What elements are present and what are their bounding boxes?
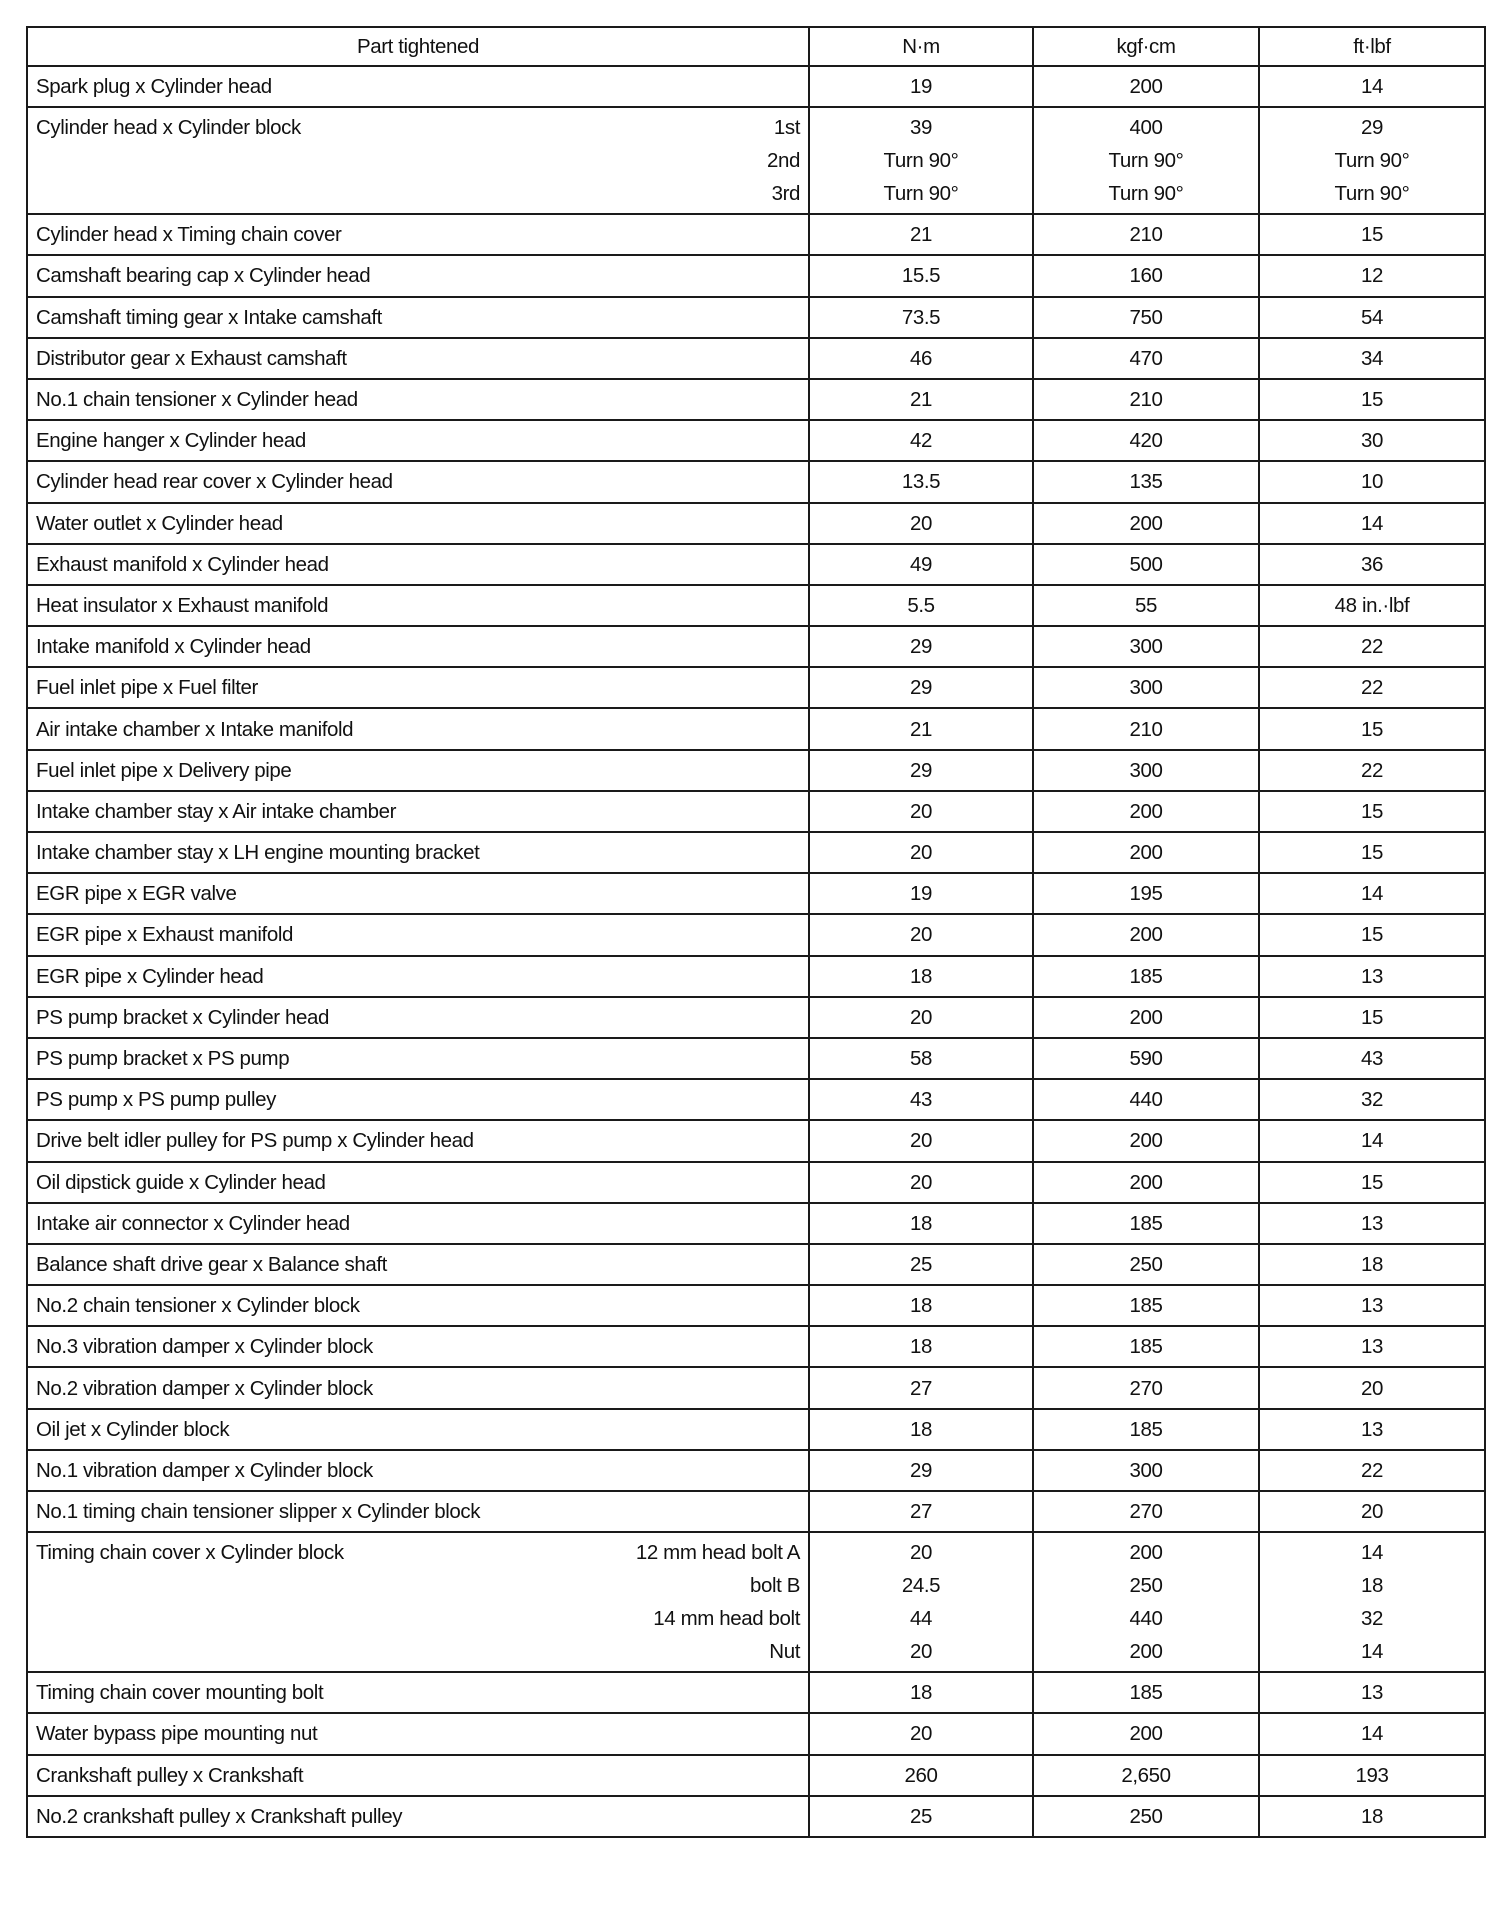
part-cell: Oil dipstick guide x Cylinder head xyxy=(27,1162,809,1203)
table-row xyxy=(27,1491,1485,1532)
table-row xyxy=(27,1367,1485,1408)
nm-value-cell: 18 xyxy=(809,1672,1033,1713)
nm-value-cell: 21 xyxy=(809,214,1033,255)
table-row xyxy=(27,1326,1485,1367)
kgf-value-cell: 200 xyxy=(1033,1162,1259,1203)
part-cell: Timing chain cover mounting bolt xyxy=(27,1672,809,1713)
nm-values-cell xyxy=(809,107,1033,214)
table-row xyxy=(27,544,1485,585)
torque-value: 200 xyxy=(1129,1541,1163,1565)
ft-value-cell: 18 xyxy=(1259,1796,1485,1837)
ft-value-cell: 13 xyxy=(1259,1672,1485,1713)
part-cell: No.3 vibration damper x Cylinder block xyxy=(27,1326,809,1367)
table-row xyxy=(27,956,1485,997)
table-header xyxy=(27,27,1485,66)
kgf-value-cell: 270 xyxy=(1033,1367,1259,1408)
kgf-value-cell: 300 xyxy=(1033,667,1259,708)
kgf-value-cell: 470 xyxy=(1033,338,1259,379)
kgf-value-cell: 200 xyxy=(1033,832,1259,873)
ft-value-cell: 30 xyxy=(1259,420,1485,461)
nm-value-cell: 5.5 xyxy=(809,585,1033,626)
kgf-value-cell: 300 xyxy=(1033,750,1259,791)
torque-value: 44 xyxy=(909,1607,932,1631)
table-row xyxy=(27,379,1485,420)
table-row xyxy=(27,1532,1485,1672)
nm-value-cell: 25 xyxy=(809,1244,1033,1285)
table-row xyxy=(27,873,1485,914)
nm-value-cell: 25 xyxy=(809,1796,1033,1837)
torque-value: 200 xyxy=(1129,1640,1163,1664)
torque-value: 20 xyxy=(909,1541,932,1565)
nm-value-cell: 42 xyxy=(809,420,1033,461)
step-label: 14 mm head bolt xyxy=(653,1607,800,1631)
nm-value-cell: 27 xyxy=(809,1367,1033,1408)
kgf-value-cell: 55 xyxy=(1033,585,1259,626)
torque-value: 14 xyxy=(1360,1541,1383,1565)
table-body xyxy=(27,66,1485,1837)
header-ft-lbf: ft·lbf xyxy=(1259,27,1485,66)
ft-value-cell: 15 xyxy=(1259,997,1485,1038)
torque-value: Turn 90° xyxy=(1108,182,1184,206)
torque-value: 14 xyxy=(1360,1640,1383,1664)
ft-value-cell: 15 xyxy=(1259,1162,1485,1203)
kgf-value-cell: 200 xyxy=(1033,914,1259,955)
table-row xyxy=(27,997,1485,1038)
kgf-value-cell: 185 xyxy=(1033,1203,1259,1244)
nm-value-cell: 20 xyxy=(809,914,1033,955)
part-cell: No.2 crankshaft pulley x Crankshaft pulley xyxy=(27,1796,809,1837)
table-row xyxy=(27,1120,1485,1161)
kgf-value-cell: 300 xyxy=(1033,626,1259,667)
ft-value-cell: 14 xyxy=(1259,1120,1485,1161)
header-part-tightened: Part tightened xyxy=(27,27,809,66)
nm-value-cell: 27 xyxy=(809,1491,1033,1532)
part-name: Cylinder head x Cylinder block xyxy=(36,116,301,140)
part-cell: Fuel inlet pipe x Delivery pipe xyxy=(27,750,809,791)
part-cell: Drive belt idler pulley for PS pump x Cylinder head xyxy=(27,1120,809,1161)
table-row xyxy=(27,832,1485,873)
nm-value-cell: 49 xyxy=(809,544,1033,585)
nm-value-cell: 15.5 xyxy=(809,255,1033,296)
nm-value-cell: 21 xyxy=(809,708,1033,749)
step-label: Nut xyxy=(769,1640,800,1664)
nm-value-cell: 260 xyxy=(809,1755,1033,1796)
nm-value-cell: 29 xyxy=(809,667,1033,708)
torque-value: 24.5 xyxy=(901,1574,941,1598)
kgf-value-cell: 135 xyxy=(1033,461,1259,502)
ft-value-cell: 15 xyxy=(1259,708,1485,749)
part-cell: Cylinder head x Timing chain cover xyxy=(27,214,809,255)
torque-value: 250 xyxy=(1129,1574,1163,1598)
kgf-value-cell: 160 xyxy=(1033,255,1259,296)
ft-value-cell: 14 xyxy=(1259,1713,1485,1754)
table-row xyxy=(27,1285,1485,1326)
table-row xyxy=(27,338,1485,379)
part-cell: EGR pipe x Cylinder head xyxy=(27,956,809,997)
kgf-value-cell: 590 xyxy=(1033,1038,1259,1079)
part-cell: PS pump bracket x PS pump xyxy=(27,1038,809,1079)
kgf-value-cell: 210 xyxy=(1033,214,1259,255)
table-row xyxy=(27,461,1485,502)
table-row xyxy=(27,1713,1485,1754)
kgf-value-cell: 185 xyxy=(1033,1326,1259,1367)
part-cell: No.2 chain tensioner x Cylinder block xyxy=(27,1285,809,1326)
torque-spec-table xyxy=(26,26,1486,1838)
kgf-value-cell: 200 xyxy=(1033,1713,1259,1754)
ft-value-cell: 22 xyxy=(1259,667,1485,708)
torque-value: Turn 90° xyxy=(1108,149,1184,173)
ft-value-cell: 43 xyxy=(1259,1038,1485,1079)
step-labels xyxy=(767,111,800,210)
nm-value-cell: 20 xyxy=(809,1120,1033,1161)
part-cell: Fuel inlet pipe x Fuel filter xyxy=(27,667,809,708)
ft-value-cell: 10 xyxy=(1259,461,1485,502)
nm-value-cell: 18 xyxy=(809,1326,1033,1367)
nm-value-cell: 29 xyxy=(809,1450,1033,1491)
part-name: Timing chain cover x Cylinder block xyxy=(36,1541,344,1565)
part-cell: Engine hanger x Cylinder head xyxy=(27,420,809,461)
table-row xyxy=(27,1450,1485,1491)
table-row xyxy=(27,585,1485,626)
kgf-value-cell: 185 xyxy=(1033,956,1259,997)
kgf-value-cell: 300 xyxy=(1033,1450,1259,1491)
table-row xyxy=(27,791,1485,832)
nm-value-cell: 20 xyxy=(809,997,1033,1038)
torque-value: Turn 90° xyxy=(883,182,959,206)
part-cell: No.1 chain tensioner x Cylinder head xyxy=(27,379,809,420)
kgf-value-cell: 185 xyxy=(1033,1285,1259,1326)
part-cell: Intake chamber stay x LH engine mounting bracket xyxy=(27,832,809,873)
part-cell: Water outlet x Cylinder head xyxy=(27,503,809,544)
kgf-value-cell: 250 xyxy=(1033,1796,1259,1837)
nm-value-cell: 20 xyxy=(809,503,1033,544)
kgf-value-cell: 2,650 xyxy=(1033,1755,1259,1796)
torque-value: 18 xyxy=(1360,1574,1383,1598)
ft-value-cell: 18 xyxy=(1259,1244,1485,1285)
table-row xyxy=(27,1244,1485,1285)
kgf-value-cell: 195 xyxy=(1033,873,1259,914)
kgf-value-cell: 185 xyxy=(1033,1409,1259,1450)
part-cell: Air intake chamber x Intake manifold xyxy=(27,708,809,749)
step-label: 3rd xyxy=(771,182,800,206)
part-cell: Cylinder head rear cover x Cylinder head xyxy=(27,461,809,502)
kgf-value-cell: 440 xyxy=(1033,1079,1259,1120)
nm-value-cell: 20 xyxy=(809,1713,1033,1754)
nm-value-cell: 43 xyxy=(809,1079,1033,1120)
ft-value-cell: 13 xyxy=(1259,1285,1485,1326)
kgf-value-cell: 270 xyxy=(1033,1491,1259,1532)
ft-value-cell: 20 xyxy=(1259,1491,1485,1532)
step-labels xyxy=(636,1536,800,1668)
ft-value-cell: 14 xyxy=(1259,873,1485,914)
table-row xyxy=(27,1672,1485,1713)
header-kgf-cm: kgf·cm xyxy=(1033,27,1259,66)
nm-value-cell: 29 xyxy=(809,750,1033,791)
part-cell: EGR pipe x EGR valve xyxy=(27,873,809,914)
step-label: bolt B xyxy=(749,1574,800,1598)
ft-value-cell: 34 xyxy=(1259,338,1485,379)
table-row xyxy=(27,1203,1485,1244)
ft-values-cell xyxy=(1259,107,1485,214)
part-cell: No.1 vibration damper x Cylinder block xyxy=(27,1450,809,1491)
part-cell: No.1 timing chain tensioner slipper x Cylinder block xyxy=(27,1491,809,1532)
table-row xyxy=(27,750,1485,791)
kgf-value-cell: 185 xyxy=(1033,1672,1259,1713)
nm-value-cell: 20 xyxy=(809,791,1033,832)
ft-value-cell: 13 xyxy=(1259,1203,1485,1244)
step-label: 1st xyxy=(773,116,800,140)
ft-value-cell: 22 xyxy=(1259,626,1485,667)
table-row xyxy=(27,1796,1485,1837)
ft-value-cell: 36 xyxy=(1259,544,1485,585)
header-row xyxy=(27,27,1485,66)
ft-value-cell: 13 xyxy=(1259,1409,1485,1450)
table-row xyxy=(27,1038,1485,1079)
table-row xyxy=(27,420,1485,461)
nm-value-cell: 58 xyxy=(809,1038,1033,1079)
table-row xyxy=(27,255,1485,296)
table-row xyxy=(27,1409,1485,1450)
part-cell: Spark plug x Cylinder head xyxy=(27,66,809,107)
header-nm: N·m xyxy=(809,27,1033,66)
table-row xyxy=(27,1755,1485,1796)
ft-value-cell: 12 xyxy=(1259,255,1485,296)
step-label: 12 mm head bolt A xyxy=(635,1541,800,1565)
nm-values-cell xyxy=(809,1532,1033,1672)
ft-value-cell: 193 xyxy=(1259,1755,1485,1796)
kgf-value-cell: 200 xyxy=(1033,791,1259,832)
ft-value-cell: 15 xyxy=(1259,379,1485,420)
nm-value-cell: 20 xyxy=(809,1162,1033,1203)
ft-value-cell: 22 xyxy=(1259,750,1485,791)
kgf-value-cell: 200 xyxy=(1033,997,1259,1038)
part-cell: Balance shaft drive gear x Balance shaft xyxy=(27,1244,809,1285)
table-row xyxy=(27,503,1485,544)
nm-value-cell: 21 xyxy=(809,379,1033,420)
torque-value: 440 xyxy=(1129,1607,1163,1631)
part-cell: Camshaft bearing cap x Cylinder head xyxy=(27,255,809,296)
part-cell: Intake manifold x Cylinder head xyxy=(27,626,809,667)
table-row xyxy=(27,214,1485,255)
nm-value-cell: 20 xyxy=(809,832,1033,873)
part-cell: Camshaft timing gear x Intake camshaft xyxy=(27,297,809,338)
nm-value-cell: 18 xyxy=(809,1203,1033,1244)
kgf-value-cell: 750 xyxy=(1033,297,1259,338)
ft-value-cell: 13 xyxy=(1259,1326,1485,1367)
ft-value-cell: 32 xyxy=(1259,1079,1485,1120)
kgf-value-cell: 250 xyxy=(1033,1244,1259,1285)
ft-values-cell xyxy=(1259,1532,1485,1672)
ft-value-cell: 22 xyxy=(1259,1450,1485,1491)
kgf-value-cell: 200 xyxy=(1033,1120,1259,1161)
torque-value: Turn 90° xyxy=(1334,149,1410,173)
part-cell: Distributor gear x Exhaust camshaft xyxy=(27,338,809,379)
torque-value: 29 xyxy=(1360,116,1383,140)
ft-value-cell: 20 xyxy=(1259,1367,1485,1408)
part-cell: Heat insulator x Exhaust manifold xyxy=(27,585,809,626)
nm-value-cell: 18 xyxy=(809,1285,1033,1326)
part-cell xyxy=(27,107,809,214)
table-row xyxy=(27,667,1485,708)
table-row xyxy=(27,66,1485,107)
part-cell: Exhaust manifold x Cylinder head xyxy=(27,544,809,585)
nm-value-cell: 46 xyxy=(809,338,1033,379)
table-row xyxy=(27,626,1485,667)
part-cell: PS pump bracket x Cylinder head xyxy=(27,997,809,1038)
part-cell: Water bypass pipe mounting nut xyxy=(27,1713,809,1754)
kgf-value-cell: 200 xyxy=(1033,66,1259,107)
nm-value-cell: 19 xyxy=(809,66,1033,107)
nm-value-cell: 29 xyxy=(809,626,1033,667)
part-cell: Intake air connector x Cylinder head xyxy=(27,1203,809,1244)
kgf-value-cell: 500 xyxy=(1033,544,1259,585)
part-cell: Intake chamber stay x Air intake chamber xyxy=(27,791,809,832)
table-row xyxy=(27,914,1485,955)
torque-value: Turn 90° xyxy=(883,149,959,173)
ft-value-cell: 15 xyxy=(1259,214,1485,255)
torque-value: 20 xyxy=(909,1640,932,1664)
torque-value: Turn 90° xyxy=(1334,182,1410,206)
part-cell: EGR pipe x Exhaust manifold xyxy=(27,914,809,955)
table-row xyxy=(27,1079,1485,1120)
part-cell xyxy=(27,1532,809,1672)
table-row xyxy=(27,107,1485,214)
kgf-values-cell xyxy=(1033,1532,1259,1672)
kgf-value-cell: 210 xyxy=(1033,708,1259,749)
kgf-value-cell: 420 xyxy=(1033,420,1259,461)
kgf-value-cell: 200 xyxy=(1033,503,1259,544)
nm-value-cell: 73.5 xyxy=(809,297,1033,338)
part-cell: No.2 vibration damper x Cylinder block xyxy=(27,1367,809,1408)
kgf-values-cell xyxy=(1033,107,1259,214)
table-row xyxy=(27,1162,1485,1203)
ft-value-cell: 15 xyxy=(1259,832,1485,873)
ft-value-cell: 14 xyxy=(1259,503,1485,544)
nm-value-cell: 18 xyxy=(809,956,1033,997)
ft-value-cell: 14 xyxy=(1259,66,1485,107)
ft-value-cell: 54 xyxy=(1259,297,1485,338)
part-cell: Oil jet x Cylinder block xyxy=(27,1409,809,1450)
part-cell: Crankshaft pulley x Crankshaft xyxy=(27,1755,809,1796)
torque-value: 32 xyxy=(1360,1607,1383,1631)
nm-value-cell: 19 xyxy=(809,873,1033,914)
ft-value-cell: 13 xyxy=(1259,956,1485,997)
ft-value-cell: 15 xyxy=(1259,914,1485,955)
torque-value: 400 xyxy=(1129,116,1163,140)
table-row xyxy=(27,297,1485,338)
step-label: 2nd xyxy=(766,149,800,173)
ft-value-cell: 48 in.·lbf xyxy=(1259,585,1485,626)
table-row xyxy=(27,708,1485,749)
nm-value-cell: 18 xyxy=(809,1409,1033,1450)
kgf-value-cell: 210 xyxy=(1033,379,1259,420)
torque-value: 39 xyxy=(909,116,932,140)
part-cell: PS pump x PS pump pulley xyxy=(27,1079,809,1120)
nm-value-cell: 13.5 xyxy=(809,461,1033,502)
ft-value-cell: 15 xyxy=(1259,791,1485,832)
